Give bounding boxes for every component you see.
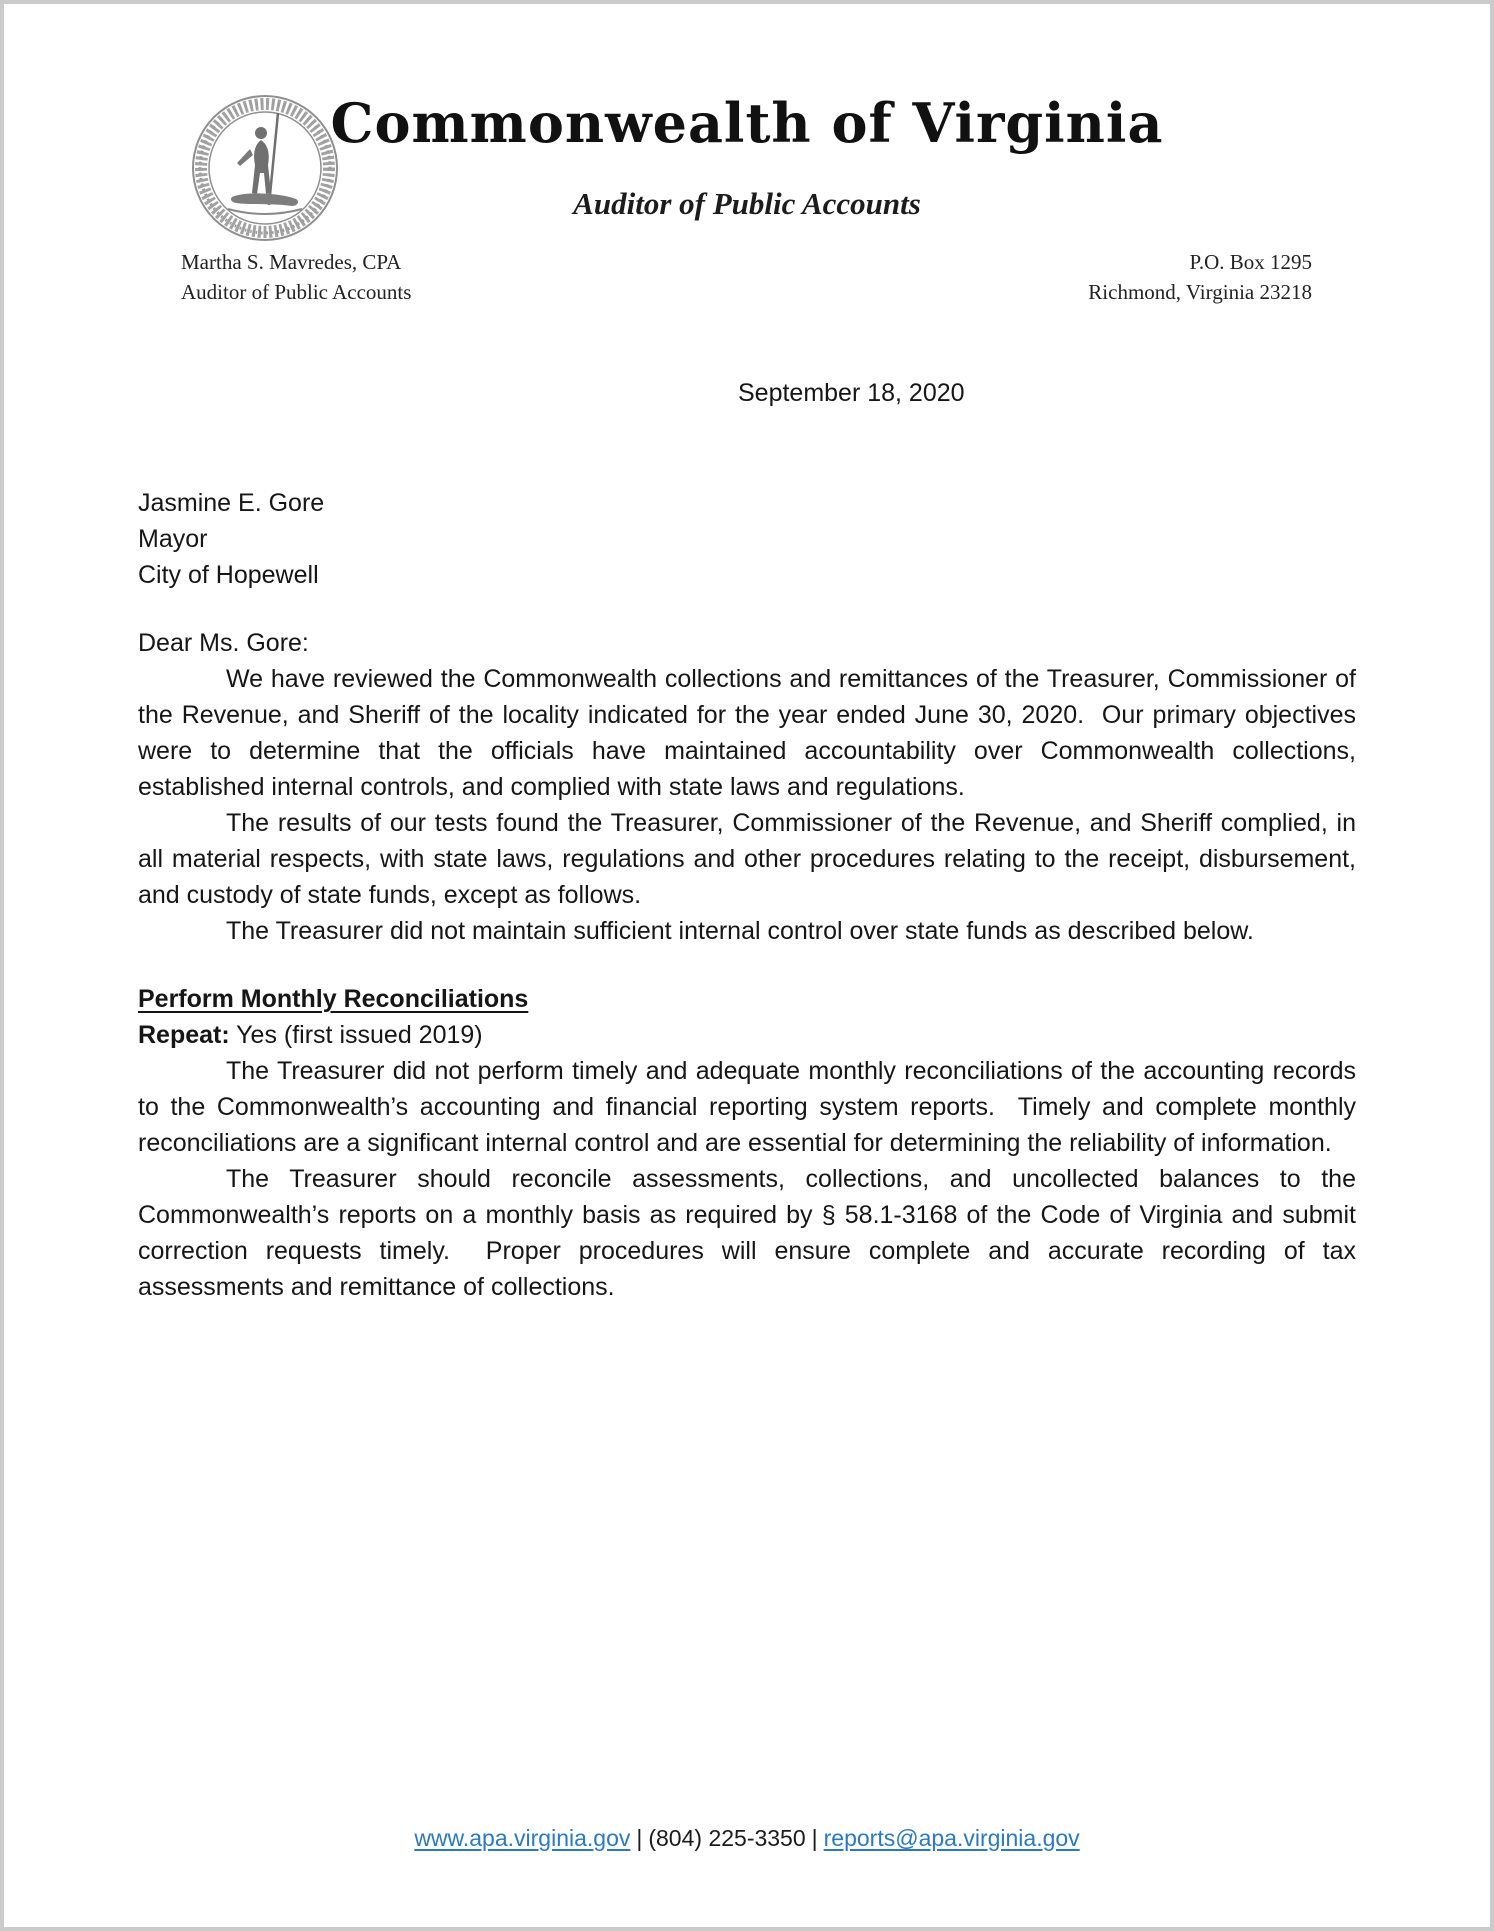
office-address-block <box>1088 247 1312 307</box>
email-link[interactable]: reports@apa.virginia.gov <box>823 1825 1080 1851</box>
paragraph-recommendation: The Treasurer should reconcile assessments, collections, and uncollected balances to the Commonwealth’s reports on a monthly basis as required by § 58.1-3168 of the Code of Virginia and submit correction requests timely. Proper procedures will ensure complete and accurate recording of tax assessments and remittance of collections. <box>138 1165 1363 1301</box>
paragraph-finding-detail: The Treasurer did not perform timely and adequate monthly reconciliations of the accounting records to the Commonwealth’s accounting and financial reporting system reports. Timely and complete monthly reconciliations are a significant internal control and are essential for determining the reliability of information. <box>138 1057 1363 1157</box>
paragraph-test-results: The results of our tests found the Treasurer, Commissioner of the Revenue, and Sheriff complied, in all material respects, with state laws, regulations and other procedures relating to the receipt, disbursement, and custody of state funds, except as follows. <box>138 809 1363 909</box>
finding-heading: Perform Monthly Reconciliations <box>138 985 529 1013</box>
letter-body <box>138 375 1363 1305</box>
recipient-title: Mayor <box>138 525 208 553</box>
repeat-label: Repeat: <box>138 1021 230 1049</box>
official-block <box>181 247 411 307</box>
letter-date: September 18, 2020 <box>738 379 965 407</box>
page-title: Commonwealth of Virginia <box>330 91 1164 155</box>
official-name: Martha S. Mavredes, CPA <box>181 250 402 274</box>
page-subtitle: Auditor of Public Accounts <box>573 186 921 221</box>
paragraph-internal-control: The Treasurer did not maintain sufficient internal control over state funds as described below. <box>226 917 1254 945</box>
salutation: Dear Ms. Gore: <box>138 629 309 657</box>
footer-separator: | <box>636 1825 643 1851</box>
footer-separator: | <box>811 1825 818 1851</box>
paragraph-review-scope: We have reviewed the Commonwealth collections and remittances of the Treasurer, Commissioner of the Revenue, and Sheriff of the locality indicated for the year ended June 30, 2020. Our primary objectives were to determine that the officials have maintained accountability over Commonwealth collections, established internal controls, and complied with state laws and regulations. <box>138 665 1363 801</box>
address-city-state-zip: Richmond, Virginia 23218 <box>1088 280 1312 304</box>
recipient-name: Jasmine E. Gore <box>138 489 325 517</box>
official-title: Auditor of Public Accounts <box>181 280 412 304</box>
repeat-line <box>138 1017 1356 1053</box>
website-link[interactable]: www.apa.virginia.gov <box>414 1825 631 1851</box>
page-footer <box>4 1823 1490 1853</box>
recipient-locality: City of Hopewell <box>138 561 319 589</box>
letterhead <box>138 89 1356 307</box>
address-po-box: P.O. Box 1295 <box>1189 250 1312 274</box>
repeat-value: Yes (first issued 2019) <box>229 1021 483 1049</box>
phone-number: (804) 225-3350 <box>648 1825 806 1851</box>
recipient-block <box>138 485 1356 593</box>
